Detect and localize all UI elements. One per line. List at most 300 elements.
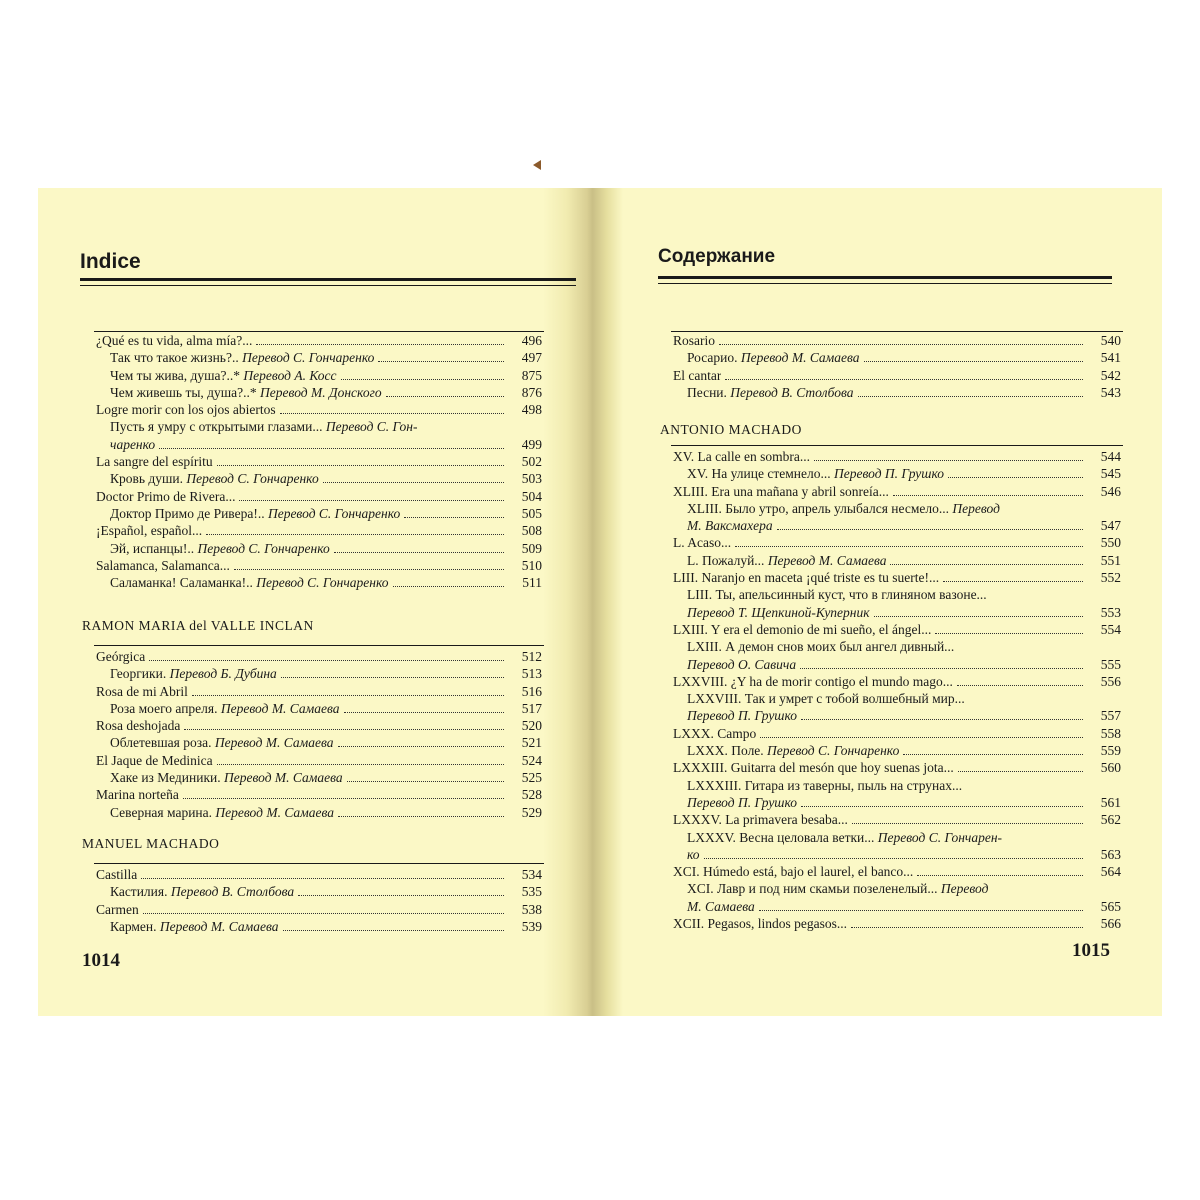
toc-entry xyxy=(96,804,542,821)
entry-page: 545 xyxy=(1100,466,1121,482)
toc-entry xyxy=(673,656,1121,673)
toc-entry xyxy=(96,717,542,734)
entry-page: 499 xyxy=(521,436,542,452)
toc-entry xyxy=(673,569,1121,586)
entry-title xyxy=(673,707,797,724)
entry-page: 558 xyxy=(1100,725,1121,741)
entry-text: Кровь души. xyxy=(110,471,187,487)
translator: Перевод Т. Щепкиной-Куперник xyxy=(687,604,870,620)
dot-leader xyxy=(777,529,1083,530)
translator: Перевод А. Косс xyxy=(243,367,337,383)
dot-leader xyxy=(760,737,1083,738)
entry-title xyxy=(673,673,953,690)
dot-leader xyxy=(283,930,504,931)
entry-title xyxy=(96,804,334,821)
table-top-rule xyxy=(94,863,544,864)
entry-title xyxy=(673,777,962,794)
entry-text: LXXVIII. ¿Y ha de morir contigo el mundo mago... xyxy=(673,673,953,689)
toc-entry xyxy=(673,829,1121,846)
entry-title xyxy=(96,574,389,591)
toc-entry xyxy=(673,448,1121,465)
dot-leader xyxy=(347,781,504,782)
table-top-rule xyxy=(671,445,1123,446)
entry-page: 550 xyxy=(1100,535,1121,551)
dot-leader xyxy=(192,695,504,696)
entry-page: 512 xyxy=(521,649,542,664)
entry-page: 534 xyxy=(521,867,542,882)
dot-leader xyxy=(852,823,1083,824)
entry-page: 520 xyxy=(521,718,542,734)
dot-leader xyxy=(338,746,505,747)
entry-title xyxy=(673,569,939,586)
entry-title xyxy=(96,367,337,384)
entry-page: 538 xyxy=(521,901,542,917)
toc-entry xyxy=(673,552,1121,569)
dot-leader xyxy=(217,764,504,765)
entry-title xyxy=(673,534,731,551)
toc-entry xyxy=(673,794,1121,811)
toc-entry xyxy=(673,673,1121,690)
entry-text: Salamanca, Salamanca... xyxy=(96,557,230,573)
toc-entry xyxy=(673,367,1121,384)
dot-leader xyxy=(917,875,1083,876)
entry-title xyxy=(96,769,343,786)
page-number: 1015 xyxy=(1072,940,1110,961)
entry-title xyxy=(673,863,913,880)
toc-entry xyxy=(673,638,1121,655)
entry-text: XLIII. Era una mañana y abril sonreía... xyxy=(673,483,889,499)
toc-entry xyxy=(96,665,542,682)
dot-leader xyxy=(858,396,1083,397)
entry-title xyxy=(673,846,700,863)
toc-entry xyxy=(673,777,1121,794)
dot-leader xyxy=(239,500,504,501)
toc-entry xyxy=(673,517,1121,534)
entry-text: Саламанка! Саламанка!.. xyxy=(110,575,257,591)
entry-text: XLIII. Было утро, апрель улыбался несмело... xyxy=(687,500,953,516)
entry-title xyxy=(96,786,179,803)
entry-text: Logre morir con los ojos abiertos xyxy=(96,402,276,418)
entry-title xyxy=(673,915,847,932)
translator: Перевод М. Самаева xyxy=(767,552,887,568)
translator: Перевод В. Столбова xyxy=(730,384,854,400)
entry-title xyxy=(673,483,889,500)
entry-text: Кармен. xyxy=(110,918,160,934)
entry-page: 561 xyxy=(1100,794,1121,810)
entry-title xyxy=(673,465,944,482)
entry-title xyxy=(96,648,145,665)
entry-page: 513 xyxy=(521,666,542,682)
toc-list xyxy=(96,332,542,591)
entry-page: 560 xyxy=(1100,760,1121,776)
entry-title xyxy=(673,725,756,742)
entry-text: ¿Qué es tu vida, alma mía?... xyxy=(96,333,253,348)
entry-title xyxy=(673,384,854,401)
toc-entry xyxy=(96,769,542,786)
toc-entry xyxy=(96,557,542,574)
toc-entry xyxy=(673,742,1121,759)
toc-entry xyxy=(96,522,542,539)
entry-title xyxy=(96,384,382,401)
page-title: Содержание xyxy=(658,246,776,267)
dot-leader xyxy=(814,460,1083,461)
dot-leader xyxy=(851,927,1083,928)
entry-page: 508 xyxy=(521,523,542,539)
entry-text: LXIII. А демон снов моих был ангел дивный... xyxy=(687,639,955,655)
dot-leader xyxy=(957,685,1083,686)
entry-title xyxy=(96,665,277,682)
dot-leader xyxy=(801,806,1083,807)
entry-text: Carmen xyxy=(96,901,139,917)
dot-leader xyxy=(280,413,504,414)
entry-title xyxy=(96,866,137,883)
dot-leader xyxy=(801,719,1083,720)
translator: чаренко xyxy=(110,436,156,452)
entry-text: LXXX. Поле. xyxy=(687,743,768,759)
entry-title xyxy=(96,418,417,435)
entry-title xyxy=(673,517,773,534)
entry-text: XV. На улице стемнело... xyxy=(687,466,834,482)
translator: Перевод С. Гончарен- xyxy=(877,829,1003,845)
entry-page: 511 xyxy=(522,575,542,591)
entry-page: 521 xyxy=(521,735,542,751)
entry-text: El cantar xyxy=(673,367,722,383)
dot-leader xyxy=(874,616,1083,617)
entry-page: 535 xyxy=(521,884,542,900)
toc-entry xyxy=(96,734,542,751)
entry-text: XCI. Húmedo está, bajo el laurel, el banco... xyxy=(673,864,914,880)
entry-title xyxy=(673,500,1000,517)
entry-title xyxy=(673,586,987,603)
author-heading: ANTONIO MACHADO xyxy=(660,422,802,437)
entry-title xyxy=(673,794,797,811)
entry-title xyxy=(673,759,954,776)
entry-title xyxy=(96,700,340,717)
toc-list xyxy=(96,866,542,935)
dot-leader xyxy=(141,878,504,879)
entry-title xyxy=(96,436,155,453)
entry-page: 564 xyxy=(1100,864,1121,880)
entry-title xyxy=(96,505,400,522)
dot-leader xyxy=(344,712,504,713)
entry-text: LIII. Ты, апельсинный куст, что в глиняном вазоне... xyxy=(687,587,987,603)
dot-leader xyxy=(206,534,504,535)
dot-leader xyxy=(184,729,504,730)
toc-entry xyxy=(96,574,542,591)
dot-leader xyxy=(143,913,504,914)
toc-entry xyxy=(96,883,542,900)
translator: Перевод С. Гончаренко xyxy=(186,471,319,487)
entry-text: Песни. xyxy=(687,384,731,400)
title-rule-thin xyxy=(80,285,576,286)
entry-text: Чем живешь ты, душа?..* xyxy=(110,384,261,400)
toc-entry xyxy=(673,898,1121,915)
title-rule xyxy=(658,276,1112,279)
entry-page: 559 xyxy=(1100,743,1121,759)
entry-title xyxy=(673,552,886,569)
entry-title xyxy=(96,883,294,900)
entry-title xyxy=(96,901,139,918)
toc-entry xyxy=(673,690,1121,707)
title-rule-thin xyxy=(658,283,1112,284)
dot-leader xyxy=(735,546,1083,547)
translator: Перевод П. Грушко xyxy=(687,794,798,810)
dot-leader xyxy=(948,477,1083,478)
toc-entry xyxy=(673,500,1121,517)
dot-leader xyxy=(393,586,504,587)
dot-leader xyxy=(256,344,504,345)
toc-entry xyxy=(673,759,1121,776)
toc-list xyxy=(673,332,1121,401)
dot-leader xyxy=(864,361,1083,362)
entry-page: 876 xyxy=(521,384,542,400)
entry-title xyxy=(673,349,860,366)
translator: Перевод xyxy=(952,500,1000,516)
entry-text: Doctor Primo de Rivera... xyxy=(96,488,236,504)
entry-text: Rosa deshojada xyxy=(96,718,181,734)
entry-page: 552 xyxy=(1100,570,1121,586)
entry-page: 504 xyxy=(521,488,542,504)
toc-entry xyxy=(96,683,542,700)
entry-text: LXXXIII. Гитара из таверны, пыль на струнах... xyxy=(687,777,963,793)
toc-entry xyxy=(673,465,1121,482)
entry-text: LXXXV. La primavera besaba... xyxy=(673,812,848,828)
entry-page: 553 xyxy=(1100,604,1121,620)
toc-entry xyxy=(673,707,1121,724)
translator: Перевод П. Грушко xyxy=(687,708,798,724)
toc-entry xyxy=(96,418,542,435)
author-heading: MANUEL MACHADO xyxy=(82,836,220,851)
toc-entry xyxy=(96,648,542,665)
entry-title xyxy=(96,717,180,734)
dot-leader xyxy=(149,660,504,661)
translator: Перевод С. Гончаренко xyxy=(256,575,389,591)
toc-entry xyxy=(96,866,542,883)
entry-title xyxy=(96,470,319,487)
entry-page: 541 xyxy=(1100,350,1121,366)
entry-text: Castilla xyxy=(96,867,138,882)
entry-text: Георгики. xyxy=(110,666,170,682)
entry-title xyxy=(96,683,188,700)
entry-text: Облетевшая роза. xyxy=(110,735,215,751)
author-heading: RAMON MARIA del VALLE INCLAN xyxy=(82,618,314,633)
entry-title xyxy=(96,557,230,574)
entry-text: Rosa de mi Abril xyxy=(96,683,188,699)
toc-entry xyxy=(673,483,1121,500)
toc-entry xyxy=(673,915,1121,932)
toc-entry xyxy=(673,811,1121,828)
toc-entry xyxy=(673,621,1121,638)
entry-title xyxy=(96,540,330,557)
entry-title xyxy=(96,522,202,539)
translator: Перевод О. Савича xyxy=(687,656,797,672)
toc-entry xyxy=(96,453,542,470)
entry-title xyxy=(673,811,848,828)
translator: ко xyxy=(687,846,700,862)
translator: Перевод М. Самаева xyxy=(159,918,279,934)
entry-page: 528 xyxy=(521,787,542,803)
translator: Перевод С. Гончаренко xyxy=(242,350,375,366)
dot-leader xyxy=(903,754,1083,755)
entry-page: 529 xyxy=(521,804,542,820)
entry-title xyxy=(96,332,252,349)
toc-entry xyxy=(96,901,542,918)
translator: М. Ваксмахера xyxy=(687,518,773,534)
entry-page: 551 xyxy=(1100,552,1121,568)
toc-entry xyxy=(96,332,542,349)
toc-entry xyxy=(96,367,542,384)
entry-page: 539 xyxy=(521,918,542,934)
toc-entry xyxy=(673,863,1121,880)
entry-title xyxy=(673,829,1002,846)
entry-page: 498 xyxy=(521,402,542,418)
translator: Перевод М. Самаева xyxy=(223,770,343,786)
dot-leader xyxy=(234,569,504,570)
entry-page: 510 xyxy=(521,557,542,573)
toc-list xyxy=(673,448,1121,932)
entry-page: 543 xyxy=(1100,384,1121,400)
dot-leader xyxy=(281,677,504,678)
toc-list xyxy=(96,648,542,821)
dot-leader xyxy=(298,895,504,896)
dot-leader xyxy=(725,379,1083,380)
entry-title xyxy=(673,656,796,673)
translator: Перевод Б. Дубина xyxy=(169,666,277,682)
dot-leader xyxy=(386,396,504,397)
entry-text: Чем ты жива, душа?..* xyxy=(110,367,244,383)
translator: Перевод П. Грушко xyxy=(833,466,945,482)
translator: Перевод xyxy=(940,881,989,897)
entry-page: 509 xyxy=(521,540,542,556)
entry-title xyxy=(96,734,334,751)
entry-title xyxy=(96,401,276,418)
toc-entry xyxy=(673,604,1121,621)
toc-entry xyxy=(673,384,1121,401)
toc-entry xyxy=(96,918,542,935)
right-page xyxy=(620,188,1162,1016)
toc-entry xyxy=(673,586,1121,603)
translator: Перевод М. Самаева xyxy=(214,735,334,751)
translator: Перевод М. Донского xyxy=(260,384,382,400)
entry-text: LXXX. Campo xyxy=(673,725,757,741)
entry-page: 544 xyxy=(1100,449,1121,464)
entry-title xyxy=(96,918,279,935)
entry-page: 525 xyxy=(521,770,542,786)
entry-text: Geórgica xyxy=(96,649,146,664)
entry-text: Хаке из Мединики. xyxy=(110,770,224,786)
entry-text: LXIII. Y era el demonio de mi sueño, el ángel... xyxy=(673,621,932,637)
entry-page: 496 xyxy=(521,333,542,348)
dot-leader xyxy=(159,448,504,449)
entry-text: Доктор Примо де Ривера!.. xyxy=(110,505,268,521)
dot-leader xyxy=(893,495,1083,496)
entry-page: 516 xyxy=(521,683,542,699)
entry-text: XV. La calle en sombra... xyxy=(673,449,810,464)
entry-page: 542 xyxy=(1100,367,1121,383)
entry-text: Пусть я умру с открытыми глазами... xyxy=(110,419,326,435)
entry-title xyxy=(673,604,870,621)
entry-text: Эй, испанцы!.. xyxy=(110,540,198,556)
toc-entry xyxy=(673,349,1121,366)
entry-text: LXXVIII. Так и умрет с тобой волшебный мир... xyxy=(687,691,965,707)
entry-text: ¡Español, español... xyxy=(96,523,203,539)
entry-title xyxy=(673,898,755,915)
entry-text: Роза моего апреля. xyxy=(110,700,221,716)
entry-text: LIII. Naranjo en maceta ¡qué triste es tu suerte!... xyxy=(673,570,940,586)
dot-leader xyxy=(404,517,504,518)
entry-page: 565 xyxy=(1100,898,1121,914)
dot-leader xyxy=(341,379,504,380)
dot-leader xyxy=(958,771,1083,772)
toc-entry xyxy=(96,436,542,453)
entry-text: Северная марина. xyxy=(110,804,216,820)
dot-leader xyxy=(183,798,504,799)
entry-title xyxy=(673,880,988,897)
translator: Перевод М. Самаева xyxy=(220,700,340,716)
entry-text: Так что такое жизнь?.. xyxy=(110,350,243,366)
entry-title xyxy=(673,690,965,707)
entry-page: 562 xyxy=(1100,812,1121,828)
entry-page: 547 xyxy=(1100,518,1121,534)
entry-text: El Jaque de Medinica xyxy=(96,752,213,768)
entry-text: LXXXV. Весна целовала ветки... xyxy=(687,829,878,845)
entry-title xyxy=(673,638,954,655)
pencil-mark-icon xyxy=(533,160,541,170)
entry-page: 540 xyxy=(1100,333,1121,348)
entry-page: 497 xyxy=(521,350,542,366)
toc-entry xyxy=(96,700,542,717)
entry-title xyxy=(673,332,715,349)
title-rule xyxy=(80,278,576,281)
toc-entry xyxy=(96,752,542,769)
toc-entry xyxy=(673,880,1121,897)
entry-title xyxy=(673,367,721,384)
entry-page: 875 xyxy=(521,367,542,383)
entry-text: La sangre del espíritu xyxy=(96,454,213,470)
dot-leader xyxy=(217,465,504,466)
dot-leader xyxy=(943,581,1083,582)
dot-leader xyxy=(378,361,504,362)
entry-text: Кастилия. xyxy=(110,884,171,900)
toc-entry xyxy=(96,470,542,487)
toc-entry xyxy=(673,725,1121,742)
entry-text: XCII. Pegasos, lindos pegasos... xyxy=(673,916,847,932)
translator: Перевод В. Столбова xyxy=(170,884,295,900)
entry-page: 517 xyxy=(521,700,542,716)
translator: Перевод С. Гончаренко xyxy=(267,505,401,521)
entry-text: Marina norteña xyxy=(96,787,179,803)
entry-title xyxy=(96,453,213,470)
entry-title xyxy=(673,621,931,638)
toc-entry xyxy=(96,786,542,803)
entry-page: 546 xyxy=(1100,483,1121,499)
entry-title xyxy=(96,752,213,769)
entry-title xyxy=(96,349,374,366)
entry-text: Rosario xyxy=(673,333,715,348)
dot-leader xyxy=(935,633,1083,634)
entry-page: 555 xyxy=(1100,656,1121,672)
entry-title xyxy=(673,742,899,759)
translator: М. Самаева xyxy=(687,898,755,914)
toc-entry xyxy=(96,488,542,505)
dot-leader xyxy=(334,552,504,553)
dot-leader xyxy=(704,858,1083,859)
entry-page: 554 xyxy=(1100,621,1121,637)
entry-page: 503 xyxy=(521,471,542,487)
dot-leader xyxy=(338,816,504,817)
entry-title xyxy=(96,488,235,505)
translator: Перевод С. Гончаренко xyxy=(197,540,330,556)
